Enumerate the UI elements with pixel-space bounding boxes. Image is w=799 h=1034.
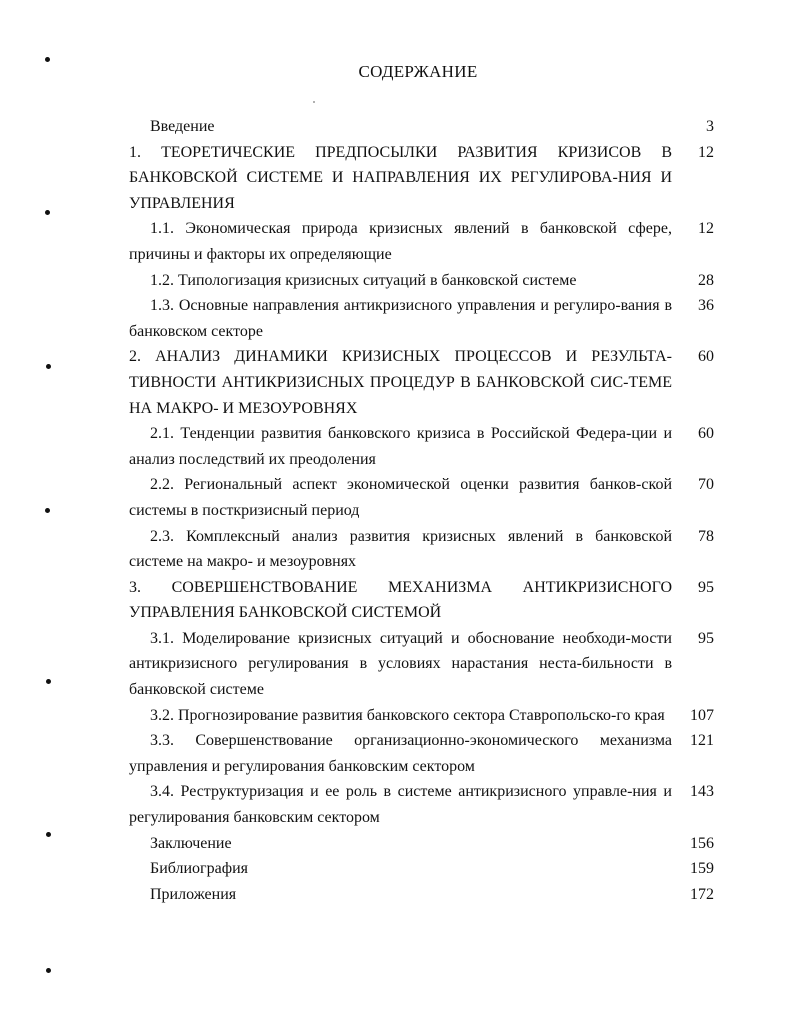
- toc-entry-text: 3.1. Моделирование кризисных ситуаций и обоснование необходи-мости антикризисного регулирования в условиях нарастания неста-бильности в банковской системе: [129, 629, 672, 699]
- toc-entry-text: Введение: [150, 118, 215, 135]
- toc-entry-text: 1.2. Типологизация кризисных ситуаций в банковской системе: [150, 271, 577, 289]
- toc-entry: [129, 268, 714, 294]
- margin-dot: [46, 364, 51, 369]
- toc-entry: [129, 472, 714, 523]
- toc-entry-page: 60: [698, 348, 714, 366]
- toc-entry: [129, 216, 714, 267]
- toc-entry: [129, 293, 714, 344]
- toc-entry-text: 2.1. Тенденции развития банковского кризиса в Российской Федера-ции и анализ последствий их преодоления: [129, 425, 672, 468]
- toc-entry-page: 107: [690, 706, 714, 724]
- toc-entry: [129, 703, 714, 729]
- toc-entry-page: 121: [690, 732, 714, 750]
- toc-entry: [129, 728, 714, 779]
- toc-entry-text: Заключение: [150, 834, 232, 852]
- toc-entry: [129, 421, 714, 472]
- toc-entry-page: 28: [698, 271, 714, 289]
- table-of-contents: [129, 114, 714, 907]
- toc-entry-text: 3.4. Реструктуризация и ее роль в системе антикризисного управле-ния и регулирования банковским сектором: [129, 783, 672, 827]
- toc-entry-page: 156: [690, 834, 714, 852]
- toc-entry: [129, 779, 714, 830]
- toc-entry-page: 12: [698, 143, 714, 161]
- toc-entry: [129, 524, 714, 575]
- toc-entry-text: 2.3. Комплексный анализ развития кризисных явлений в банковской системе на макро- и мезоуровнях: [129, 527, 672, 571]
- toc-entry-page: 95: [698, 578, 714, 596]
- toc-entry-text: 3.3. Совершенствование организационно-экономического механизма управления и регулирования банковским сектором: [129, 732, 672, 775]
- toc-entry-page: 95: [698, 629, 714, 647]
- margin-dot: [45, 508, 50, 513]
- toc-entry-page: 36: [698, 297, 714, 315]
- toc-entry-page: 70: [698, 476, 714, 494]
- toc-entry-page: 78: [698, 527, 714, 545]
- margin-dot: [45, 210, 50, 215]
- page-title: СОДЕРЖАНИЕ: [358, 62, 478, 81]
- margin-dot: [46, 832, 51, 837]
- toc-entry-text: 2. АНАЛИЗ ДИНАМИКИ КРИЗИСНЫХ ПРОЦЕССОВ И РЕЗУЛЬТА-ТИВНОСТИ АНТИКРИЗИСНЫХ ПРОЦЕДУР В БАНКОВСКОЙ СИС-ТЕМЕ НА МАКРО- И МЕЗОУРОВНЯХ: [129, 348, 672, 417]
- toc-entry: [129, 831, 714, 857]
- toc-entry: [129, 626, 714, 703]
- toc-entry-text: Приложения: [150, 885, 237, 903]
- toc-entry: [129, 882, 714, 908]
- toc-entry-text: 3. СОВЕРШЕНСТВОВАНИЕ МЕХАНИЗМА АНТИКРИЗИСНОГО УПРАВЛЕНИЯ БАНКОВСКОЙ СИСТЕМОЙ: [129, 578, 672, 622]
- toc-entry-page: 172: [690, 885, 714, 903]
- toc-entry: [129, 114, 714, 140]
- toc-entry: [129, 140, 714, 217]
- toc-entry-text: Библиография: [150, 860, 248, 878]
- margin-dot: [46, 968, 51, 973]
- toc-entry-page: 3: [706, 118, 714, 135]
- toc-entry-text: 1. ТЕОРЕТИЧЕСКИЕ ПРЕДПОСЫЛКИ РАЗВИТИЯ КРИЗИСОВ В БАНКОВСКОЙ СИСТЕМЕ И НАПРАВЛЕНИЯ ИХ РЕГУЛИРОВА-НИЯ И УПРАВЛЕНИЯ: [129, 143, 672, 212]
- toc-entry: [129, 575, 714, 626]
- toc-entry-text: 2.2. Региональный аспект экономической оценки развития банков-ской системы в посткризисный период: [129, 476, 672, 519]
- toc-entry-text: 3.2. Прогнозирование развития банковского сектора Ставропольско-го края: [150, 706, 665, 724]
- toc-entry-page: 60: [698, 425, 714, 443]
- margin-dot: [46, 679, 51, 684]
- toc-entry-text: 1.3. Основные направления антикризисного управления и регулиро-вания в банковском секторе: [129, 297, 672, 340]
- scan-speck: [313, 101, 315, 103]
- toc-entry: [129, 344, 714, 421]
- toc-entry-page: 159: [690, 860, 714, 878]
- toc-entry: [129, 856, 714, 882]
- toc-entry-page: 12: [698, 220, 714, 238]
- toc-entry-page: 143: [690, 783, 714, 801]
- toc-entry-text: 1.1. Экономическая природа кризисных явлений в банковской сфере, причины и факторы их определяющие: [129, 220, 672, 263]
